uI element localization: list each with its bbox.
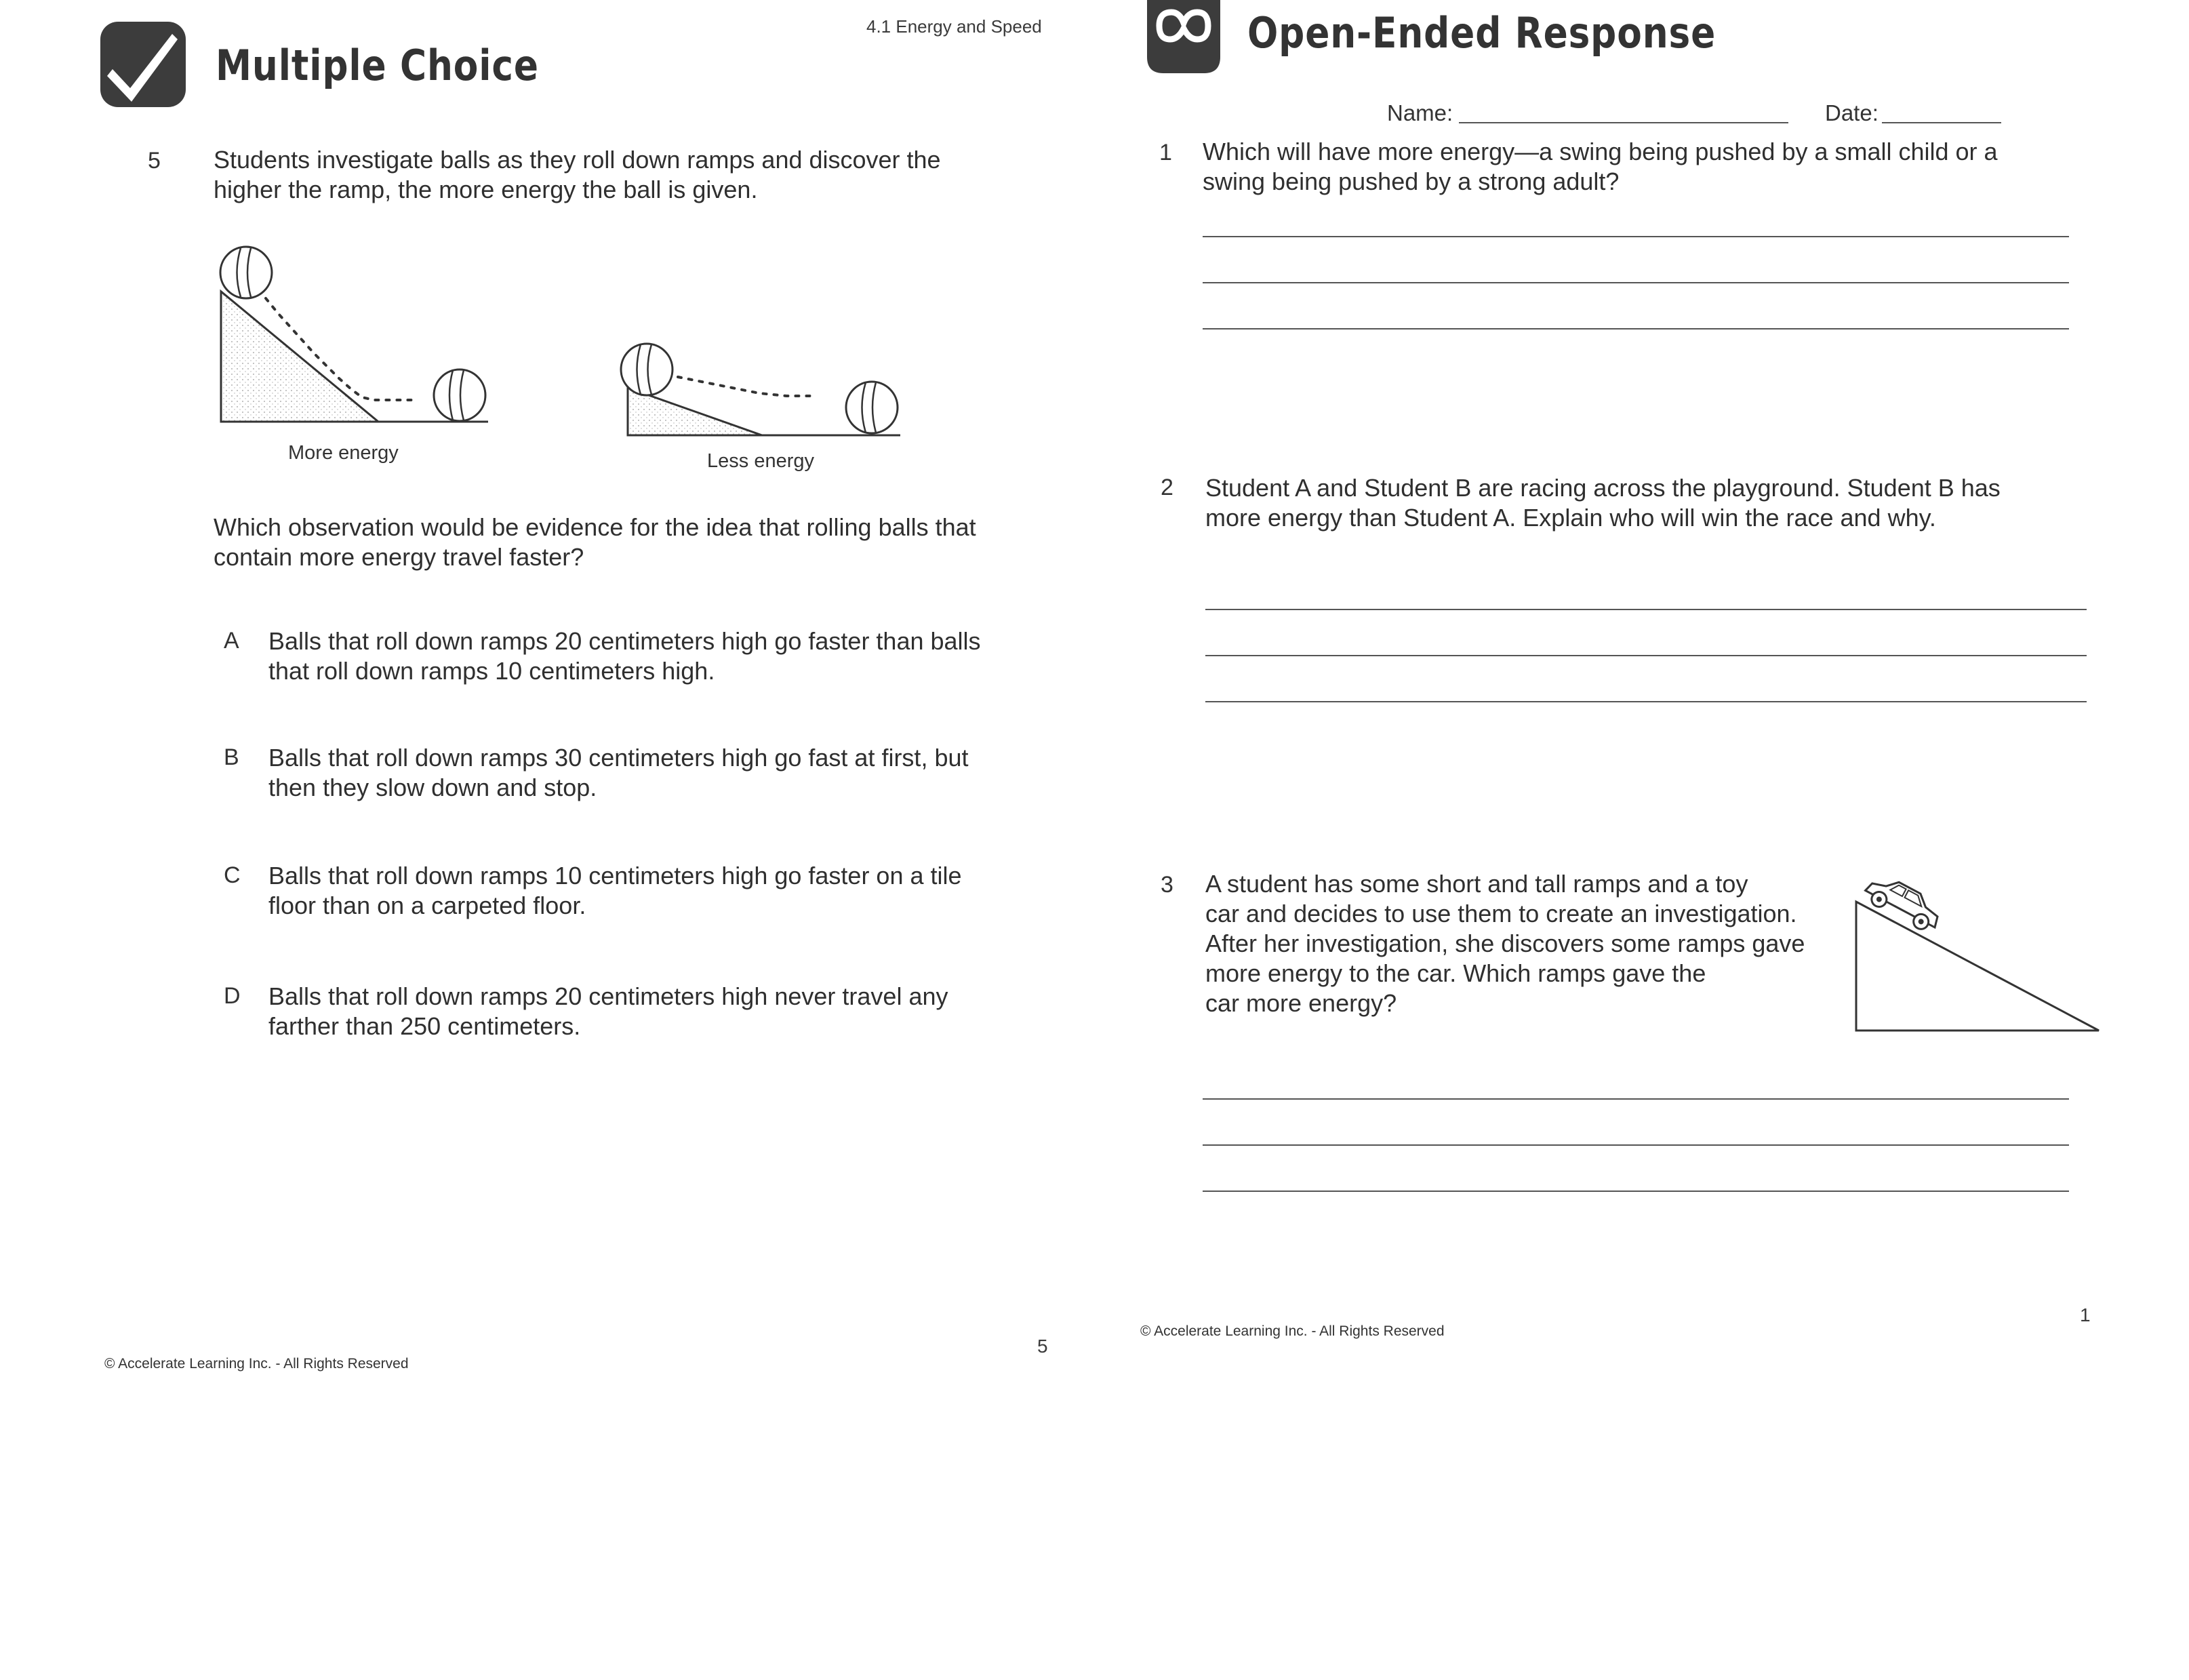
question-intro-line: Students investigate balls as they roll down ramps and discover the [214, 146, 941, 174]
question-number: 5 [148, 148, 161, 174]
question-3-line: A student has some short and tall ramps and a toy [1205, 870, 1748, 898]
question-prompt [214, 513, 976, 572]
question-1-line: Which will have more energy—a swing being pushed by a small child or a [1203, 138, 1998, 165]
choice-letter: C [224, 862, 241, 888]
ramp-figure-more-energy [203, 237, 502, 434]
question-2-line: more energy than Student A. Explain who will win the race and why. [1205, 504, 1936, 532]
left-page-number: 5 [1037, 1336, 1048, 1357]
choice-letter: A [224, 628, 239, 654]
choice-line: that roll down ramps 10 centimeters high. [268, 657, 715, 685]
question-1-line: swing being pushed by a strong adult? [1203, 167, 1620, 195]
answer-line[interactable] [1205, 701, 2087, 702]
open-ended-icon [1144, 0, 1223, 76]
choice-line: Balls that roll down ramps 20 centimeters high never travel any [268, 982, 948, 1010]
left-footer: © Accelerate Learning Inc. - All Rights Reserved [104, 1356, 409, 1372]
name-field[interactable] [1459, 122, 1788, 123]
answer-line[interactable] [1205, 609, 2087, 610]
choice-line: Balls that roll down ramps 30 centimeters high go fast at first, but [268, 744, 969, 772]
date-label: Date: [1825, 100, 1879, 125]
ramp-figure-less-energy [610, 332, 908, 441]
question-3-number: 3 [1161, 872, 1173, 898]
answer-line[interactable] [1203, 1144, 2069, 1146]
question-3-line: After her investigation, she discovers some ramps gave [1205, 929, 1805, 957]
open-ended-heading: Open-Ended Response [1247, 8, 1716, 58]
answer-line[interactable] [1205, 655, 2087, 656]
caption-less-energy: Less energy [707, 450, 814, 472]
question-intro-line: higher the ramp, the more energy the ball is given. [214, 176, 758, 203]
right-page-number: 1 [2080, 1304, 2091, 1325]
answer-line[interactable] [1203, 236, 2069, 237]
answer-line[interactable] [1203, 328, 2069, 329]
choice-line: farther than 250 centimeters. [268, 1012, 581, 1040]
right-footer: © Accelerate Learning Inc. - All Rights Reserved [1140, 1323, 1445, 1339]
question-3-text [1205, 869, 1805, 1018]
answer-line[interactable] [1203, 1191, 2069, 1192]
question-prompt-line: contain more energy travel faster? [214, 543, 584, 571]
choice-line: then they slow down and stop. [268, 774, 597, 801]
question-1-text [1203, 137, 1998, 197]
topic-label: 4.1 Energy and Speed [866, 16, 1042, 37]
choice-line: Balls that roll down ramps 20 centimeters high go faster than balls [268, 627, 981, 655]
name-label: Name: [1387, 100, 1453, 125]
checkmark-icon [98, 19, 188, 110]
answer-line[interactable] [1203, 282, 2069, 283]
choice-line: floor than on a carpeted floor. [268, 892, 586, 919]
choice-letter: B [224, 744, 239, 770]
question-3-line: car and decides to use them to create an investigation. [1205, 900, 1797, 927]
caption-more-energy: More energy [288, 442, 399, 464]
question-2-text [1205, 473, 2001, 533]
question-3-line: more energy to the car. Which ramps gave the [1205, 959, 1706, 987]
question-intro [214, 145, 941, 205]
question-3-line: car more energy? [1205, 989, 1397, 1017]
question-prompt-line: Which observation would be evidence for the idea that rolling balls that [214, 513, 976, 541]
choice-letter: D [224, 983, 241, 1009]
question-1-number: 1 [1159, 140, 1172, 165]
answer-line[interactable] [1203, 1098, 2069, 1100]
ramp-with-car-figure [1851, 875, 2102, 1036]
choice-line: Balls that roll down ramps 10 centimeters high go faster on a tile [268, 862, 962, 889]
question-2-number: 2 [1161, 475, 1173, 500]
question-2-line: Student A and Student B are racing across the playground. Student B has [1205, 474, 2001, 502]
multiple-choice-heading: Multiple Choice [216, 41, 539, 90]
date-field[interactable] [1882, 122, 2001, 123]
